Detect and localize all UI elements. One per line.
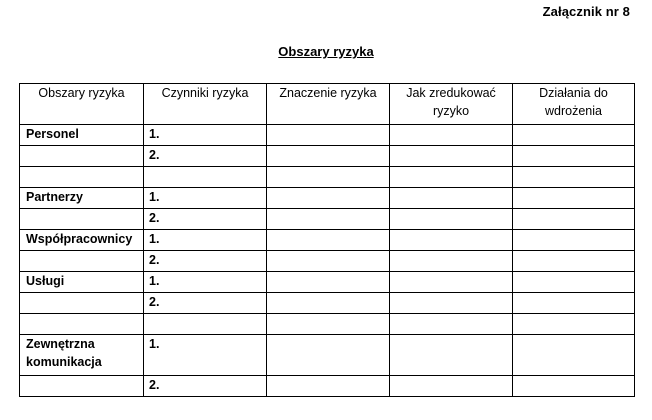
risk-area-cell	[20, 251, 144, 272]
significance-cell[interactable]	[267, 125, 390, 146]
header-risk-areas: Obszary ryzyka	[20, 84, 144, 125]
risk-area-cell: Usługi	[20, 272, 144, 293]
risk-area-cell	[20, 146, 144, 167]
risk-factor-cell: 1.	[144, 230, 267, 251]
risk-factor-cell: 2.	[144, 376, 267, 397]
table-row	[20, 167, 635, 188]
risk-factor-cell	[144, 167, 267, 188]
significance-cell[interactable]	[267, 251, 390, 272]
risk-area-cell	[20, 314, 144, 335]
table-row	[20, 376, 635, 397]
risk-area-cell: Personel	[20, 125, 144, 146]
risk-factor-cell: 1.	[144, 125, 267, 146]
actions-cell[interactable]	[513, 230, 635, 251]
risk-area-cell	[20, 209, 144, 230]
reduction-cell[interactable]	[390, 272, 513, 293]
reduction-cell[interactable]	[390, 230, 513, 251]
actions-cell[interactable]	[513, 293, 635, 314]
reduction-cell[interactable]	[390, 376, 513, 397]
significance-cell[interactable]	[267, 376, 390, 397]
risk-factor-cell	[144, 314, 267, 335]
reduction-cell[interactable]	[390, 314, 513, 335]
reduction-cell[interactable]	[390, 167, 513, 188]
table-row	[20, 146, 635, 167]
risk-area-cell	[20, 293, 144, 314]
significance-cell[interactable]	[267, 293, 390, 314]
actions-cell[interactable]	[513, 376, 635, 397]
table-row	[20, 293, 635, 314]
table-row	[20, 230, 635, 251]
actions-cell[interactable]	[513, 209, 635, 230]
significance-cell[interactable]	[267, 188, 390, 209]
actions-cell[interactable]	[513, 335, 635, 376]
reduction-cell[interactable]	[390, 146, 513, 167]
risk-factor-cell: 1.	[144, 335, 267, 376]
actions-cell[interactable]	[513, 251, 635, 272]
risk-table	[19, 83, 635, 397]
actions-cell[interactable]	[513, 188, 635, 209]
table-row	[20, 188, 635, 209]
table-row	[20, 314, 635, 335]
reduction-cell[interactable]	[390, 293, 513, 314]
actions-cell[interactable]	[513, 167, 635, 188]
header-actions: Działania do wdrożenia	[513, 84, 635, 125]
risk-factor-cell: 1.	[144, 188, 267, 209]
table-row	[20, 251, 635, 272]
reduction-cell[interactable]	[390, 335, 513, 376]
reduction-cell[interactable]	[390, 188, 513, 209]
actions-cell[interactable]	[513, 272, 635, 293]
table-row	[20, 272, 635, 293]
risk-area-cell	[20, 167, 144, 188]
actions-cell[interactable]	[513, 146, 635, 167]
risk-factor-cell: 2.	[144, 209, 267, 230]
significance-cell[interactable]	[267, 272, 390, 293]
significance-cell[interactable]	[267, 209, 390, 230]
reduction-cell[interactable]	[390, 209, 513, 230]
risk-factor-cell: 2.	[144, 146, 267, 167]
risk-factor-cell: 2.	[144, 293, 267, 314]
risk-area-cell: Partnerzy	[20, 188, 144, 209]
risk-area-cell: Zewnętrzna komunikacja	[20, 335, 144, 376]
significance-cell[interactable]	[267, 335, 390, 376]
significance-cell[interactable]	[267, 146, 390, 167]
significance-cell[interactable]	[267, 167, 390, 188]
header-risk-significance: Znaczenie ryzyka	[267, 84, 390, 125]
table-row	[20, 209, 635, 230]
risk-area-cell	[20, 376, 144, 397]
significance-cell[interactable]	[267, 230, 390, 251]
attachment-label: Załącznik nr 8	[542, 4, 630, 19]
table-row	[20, 335, 635, 376]
reduction-cell[interactable]	[390, 251, 513, 272]
actions-cell[interactable]	[513, 125, 635, 146]
reduction-cell[interactable]	[390, 125, 513, 146]
table-row	[20, 125, 635, 146]
risk-area-cell: Współpracownicy	[20, 230, 144, 251]
significance-cell[interactable]	[267, 314, 390, 335]
header-how-to-reduce: Jak zredukować ryzyko	[390, 84, 513, 125]
risk-factor-cell: 1.	[144, 272, 267, 293]
risk-factor-cell: 2.	[144, 251, 267, 272]
header-risk-factors: Czynniki ryzyka	[144, 84, 267, 125]
document-title: Obszary ryzyka	[278, 44, 374, 59]
header-row	[20, 84, 635, 125]
actions-cell[interactable]	[513, 314, 635, 335]
